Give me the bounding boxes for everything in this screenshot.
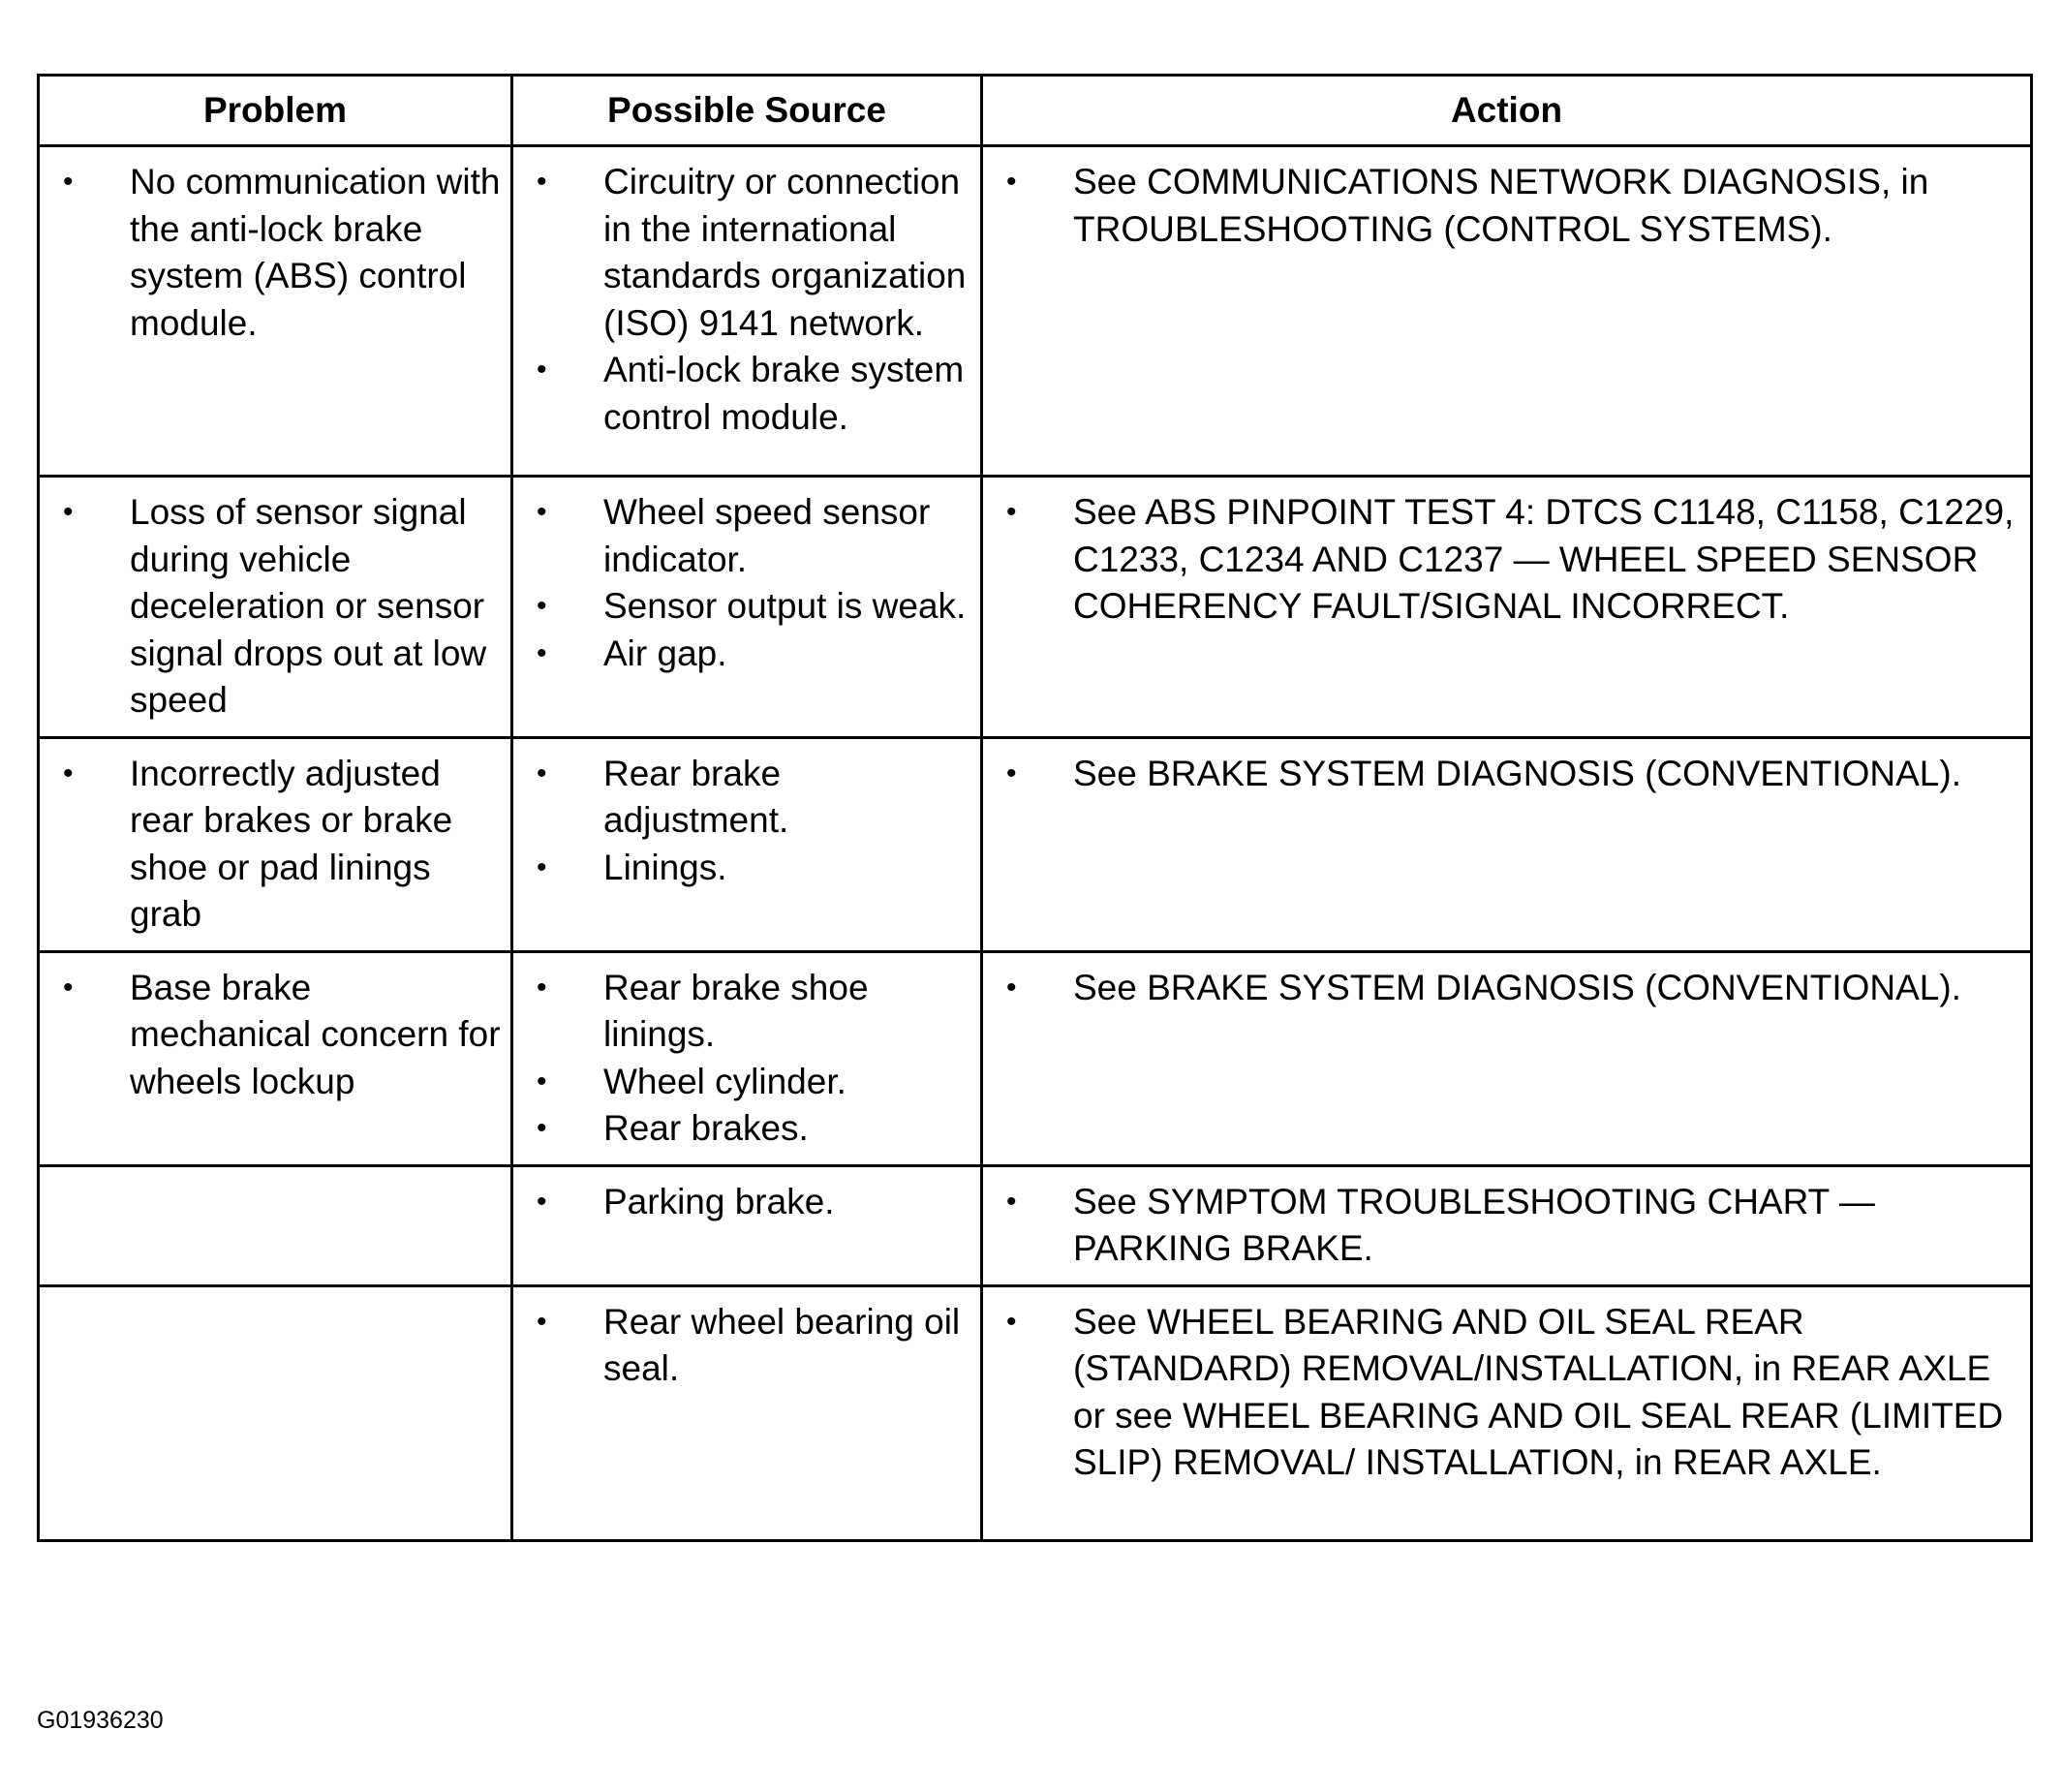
bullet-icon: •	[1006, 1305, 1017, 1338]
action-text: See ABS PINPOINT TEST 4: DTCS C1148, C1158, C1229, C1233, C1234 AND C1237 — WHEEL SPEED SENSOR COHERENCY FAULT/SIGNAL INCORRECT.	[1073, 492, 2015, 626]
action-item	[983, 751, 2030, 798]
bullet-icon: •	[537, 1112, 547, 1144]
action-cell	[982, 477, 2032, 738]
bullet-icon: •	[537, 971, 547, 1004]
action-item	[983, 965, 2030, 1012]
problem-item	[40, 489, 510, 725]
source-item	[513, 845, 980, 892]
problem-list	[40, 489, 510, 725]
bullet-icon: •	[63, 166, 74, 198]
source-cell	[512, 1165, 982, 1285]
bullet-icon: •	[63, 757, 74, 789]
troubleshooting-table	[37, 74, 2033, 1542]
action-list	[983, 159, 2030, 253]
table-row	[39, 1165, 2032, 1285]
table-body	[39, 146, 2032, 1541]
problem-item	[40, 751, 510, 939]
bullet-icon: •	[63, 971, 74, 1004]
source-text: Rear brake adjustment.	[603, 753, 789, 840]
bullet-icon: •	[537, 757, 547, 789]
table-row	[39, 146, 2032, 477]
source-text: Rear brake shoe linings.	[603, 967, 869, 1054]
source-text: Rear wheel bearing oil seal.	[603, 1301, 961, 1388]
problem-list	[40, 159, 510, 347]
source-cell	[512, 146, 982, 477]
bullet-icon: •	[537, 166, 547, 198]
bullet-icon: •	[537, 354, 547, 386]
problem-text: Incorrectly adjusted rear brakes or brake shoe or pad linings grab	[130, 753, 453, 934]
troubleshooting-table-wrapper	[37, 74, 2030, 1542]
source-item	[513, 631, 980, 678]
action-list	[983, 1299, 2030, 1487]
bullet-icon: •	[1006, 757, 1017, 789]
source-list	[513, 489, 980, 677]
source-cell	[512, 1285, 982, 1540]
source-text: Circuitry or connection in the international standards organization (ISO) 9141 network.	[603, 162, 967, 343]
bullet-icon: •	[1006, 1185, 1017, 1218]
bullet-icon: •	[63, 496, 74, 528]
bullet-icon: •	[537, 636, 547, 669]
action-cell	[982, 951, 2032, 1165]
source-list	[513, 159, 980, 441]
table-row	[39, 1285, 2032, 1540]
action-cell	[982, 146, 2032, 477]
table-row	[39, 737, 2032, 951]
source-text: Air gap.	[603, 633, 727, 673]
bullet-icon: •	[1006, 971, 1017, 1004]
source-cell	[512, 737, 982, 951]
source-item	[513, 583, 980, 631]
source-item	[513, 489, 980, 583]
source-item	[513, 1299, 980, 1393]
action-text: See BRAKE SYSTEM DIAGNOSIS (CONVENTIONAL).	[1073, 753, 1961, 793]
header-problem: Problem	[39, 76, 512, 146]
action-text: See COMMUNICATIONS NETWORK DIAGNOSIS, in TROUBLESHOOTING (CONTROL SYSTEMS).	[1073, 162, 1929, 249]
problem-text: Loss of sensor signal during vehicle deceleration or sensor signal drops out at low speed	[130, 492, 487, 720]
action-cell	[982, 1165, 2032, 1285]
action-text: See SYMPTOM TROUBLESHOOTING CHART — PARKING BRAKE.	[1073, 1181, 1875, 1268]
source-item	[513, 1059, 980, 1106]
action-list	[983, 751, 2030, 798]
problem-cell	[39, 737, 512, 951]
action-item	[983, 489, 2030, 631]
source-text: Wheel speed sensor indicator.	[603, 492, 931, 579]
source-text: Linings.	[603, 847, 727, 887]
source-text: Rear brakes.	[603, 1108, 809, 1148]
source-item	[513, 347, 980, 441]
problem-list	[40, 751, 510, 939]
problem-cell	[39, 477, 512, 738]
bullet-icon: •	[1006, 166, 1017, 198]
problem-text: No communication with the anti-lock brake system (ABS) control module.	[130, 162, 501, 343]
source-text: Wheel cylinder.	[603, 1061, 846, 1101]
source-cell	[512, 477, 982, 738]
action-item	[983, 159, 2030, 253]
figure-id: G01936230	[37, 1707, 164, 1734]
header-possible-source: Possible Source	[512, 76, 982, 146]
problem-cell	[39, 951, 512, 1165]
source-item	[513, 159, 980, 347]
bullet-icon: •	[537, 590, 547, 622]
action-list	[983, 965, 2030, 1012]
action-cell	[982, 737, 2032, 951]
header-action: Action	[982, 76, 2032, 146]
source-list	[513, 1299, 980, 1393]
bullet-icon: •	[537, 850, 547, 883]
problem-cell	[39, 146, 512, 477]
source-list	[513, 751, 980, 892]
problem-item	[40, 965, 510, 1106]
source-item	[513, 1105, 980, 1153]
bullet-icon: •	[1006, 496, 1017, 528]
problem-cell	[39, 1165, 512, 1285]
action-item	[983, 1179, 2030, 1273]
problem-text: Base brake mechanical concern for wheels lockup	[130, 967, 501, 1101]
action-text: See BRAKE SYSTEM DIAGNOSIS (CONVENTIONAL).	[1073, 967, 1961, 1007]
source-list	[513, 965, 980, 1153]
table-row	[39, 951, 2032, 1165]
action-cell	[982, 1285, 2032, 1540]
bullet-icon: •	[537, 1305, 547, 1338]
bullet-icon: •	[537, 1185, 547, 1218]
source-item	[513, 965, 980, 1059]
problem-list	[40, 965, 510, 1106]
source-list	[513, 1179, 980, 1226]
table-row	[39, 477, 2032, 738]
source-text: Parking brake.	[603, 1181, 835, 1221]
action-list	[983, 1179, 2030, 1273]
action-list	[983, 489, 2030, 631]
source-text: Anti-lock brake system control module.	[603, 350, 965, 437]
problem-cell	[39, 1285, 512, 1540]
action-item	[983, 1299, 2030, 1487]
source-text: Sensor output is weak.	[603, 586, 967, 626]
source-item	[513, 1179, 980, 1226]
action-text: See WHEEL BEARING AND OIL SEAL REAR (STANDARD) REMOVAL/INSTALLATION, in REAR AXLE or see WHEEL BEARING AND OIL SEAL REAR (LIMITED SLIP) REMOVAL/ INSTALLATION, in REAR AXLE.	[1073, 1301, 2004, 1482]
bullet-icon: •	[537, 496, 547, 528]
source-cell	[512, 951, 982, 1165]
bullet-icon: •	[537, 1065, 547, 1097]
header-row	[39, 76, 2032, 146]
source-item	[513, 751, 980, 845]
problem-item	[40, 159, 510, 347]
